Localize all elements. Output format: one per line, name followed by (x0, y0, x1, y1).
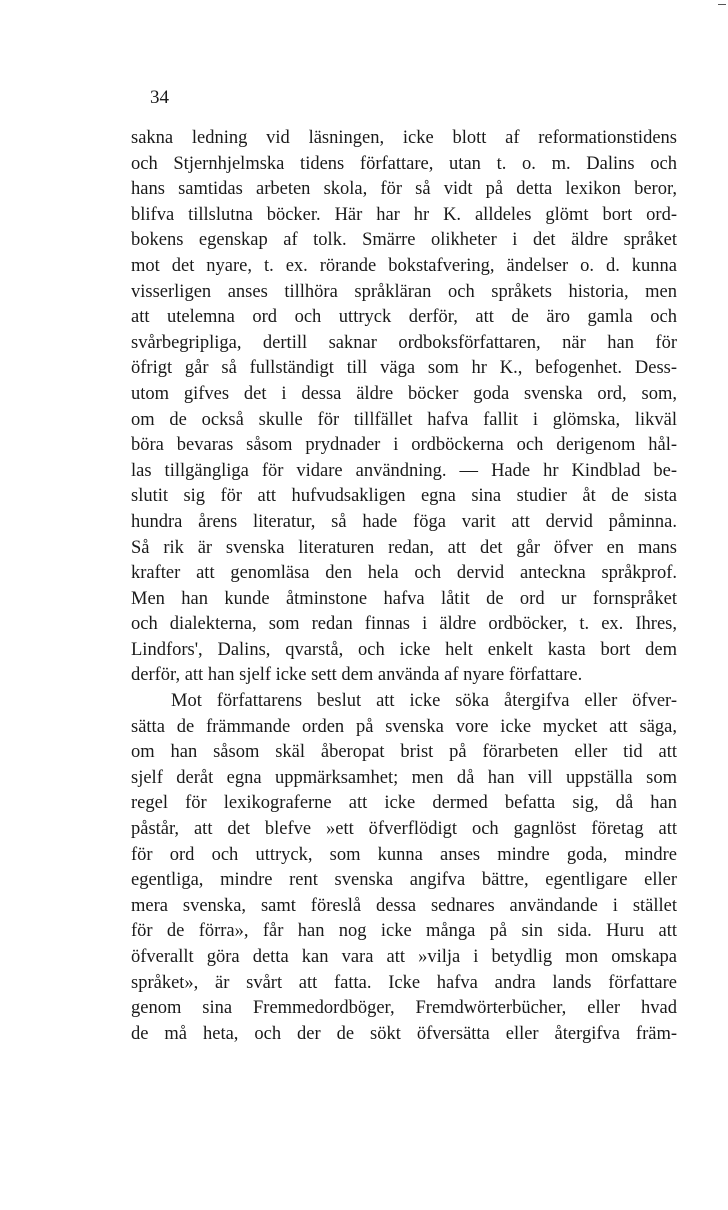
text-line: de må heta, och der de sökt öfversätta eller återgifva främ- (131, 1023, 677, 1044)
text-line: om de också skulle för tillfället hafva fallit i glömska, likväl (131, 409, 677, 430)
text-line: böra bevaras såsom prydnader i ordböckerna och derigenom hål- (131, 435, 677, 456)
text-line: mera svenska, samt föreslå dessa sednares användande i stället (131, 895, 677, 916)
text-line: för de förra», får han nog icke många på sin sida. Huru att (131, 921, 677, 942)
text-line: krafter att genomläsa den hela och dervid anteckna språkprof. (131, 563, 677, 584)
text-line: öfverallt göra detta kan vara att »vilja i betydlig mon omskapa (131, 947, 677, 967)
text-line: om han såsom skäl åberopat brist på förarbeten eller tid att (131, 742, 677, 763)
text-line: visserligen anses tillhöra språkläran och språkets historia, men (131, 281, 677, 302)
text-line: las tillgängliga för vidare användning. — Hade hr Kindblad be- (131, 460, 677, 481)
page-number: 34 (150, 87, 169, 108)
text-line: Så rik är svenska literaturen redan, att det går öfver en mans (131, 537, 677, 558)
text-line: mot det nyare, t. ex. rörande bokstafvering, ändelser o. d. kunna (131, 255, 677, 276)
text-line: sjelf deråt egna uppmärksamhet; men då han vill uppställa som (131, 767, 677, 788)
text-line: blifva tillslutna böcker. Här har hr K. alldeles glömt bort ord- (131, 204, 677, 225)
text-line: hans samtidas arbeten skola, för så vidt på detta lexikon beror, (131, 179, 677, 200)
text-line: svårbegripliga, dertill saknar ordboksförfattaren, när han för (131, 332, 677, 353)
text-line: genom sina Fremmedordböger, Fremdwörterbücher, eller hvad (131, 998, 677, 1019)
text-line: och Stjernhjelmska tidens författare, utan t. o. m. Dalins och (131, 153, 677, 174)
text-line: språket», är svårt att fatta. Icke hafva andra lands författare (131, 972, 677, 993)
text-line: öfrigt går så fullständigt till väga som hr K., befogenhet. Dess- (131, 358, 677, 379)
text-line: sätta de främmande orden på svenska vore icke mycket att säga, (131, 716, 677, 737)
text-line: bokens egenskap af tolk. Smärre olikheter i det äldre språket (131, 230, 677, 251)
text-line: egentliga, mindre rent svenska angifva bättre, egentligare eller (131, 870, 677, 891)
text-line: utom gifves det i dessa äldre böcker goda svenska ord, som, (131, 383, 677, 404)
text-line: slutit sig för att hufvudsakligen egna sina studier åt de sista (131, 486, 677, 507)
body-text (131, 126, 677, 1047)
text-line: Lindfors', Dalins, qvarstå, och icke helt enkelt kasta bort dem (131, 639, 677, 660)
text-line: sakna ledning vid läsningen, icke blott af reformationstidens (131, 128, 677, 148)
paragraph-first-line: Mot författarens beslut att icke söka återgifva eller öfver- (171, 691, 677, 712)
text-line: att utelemna ord och uttryck derför, att de äro gamla och (131, 307, 677, 328)
text-line: för ord och uttryck, som kunna anses mindre goda, mindre (131, 844, 677, 865)
edge-mark (718, 4, 726, 5)
paragraph-last-line: derför, att han sjelf icke sett dem använda af nyare författare. (131, 665, 583, 686)
text-line: och dialekterna, som redan finnas i äldre ordböcker, t. ex. Ihres, (131, 614, 677, 635)
text-line: Men han kunde åtminstone hafva låtit de ord ur fornspråket (131, 588, 677, 609)
text-line: påstår, att det blefve »ett öfverflödigt och gagnlöst företag att (131, 819, 677, 840)
text-line: hundra årens literatur, så hade föga varit att dervid påminna. (131, 511, 677, 532)
text-line: regel för lexikograferne att icke dermed befatta sig, då han (131, 793, 677, 814)
